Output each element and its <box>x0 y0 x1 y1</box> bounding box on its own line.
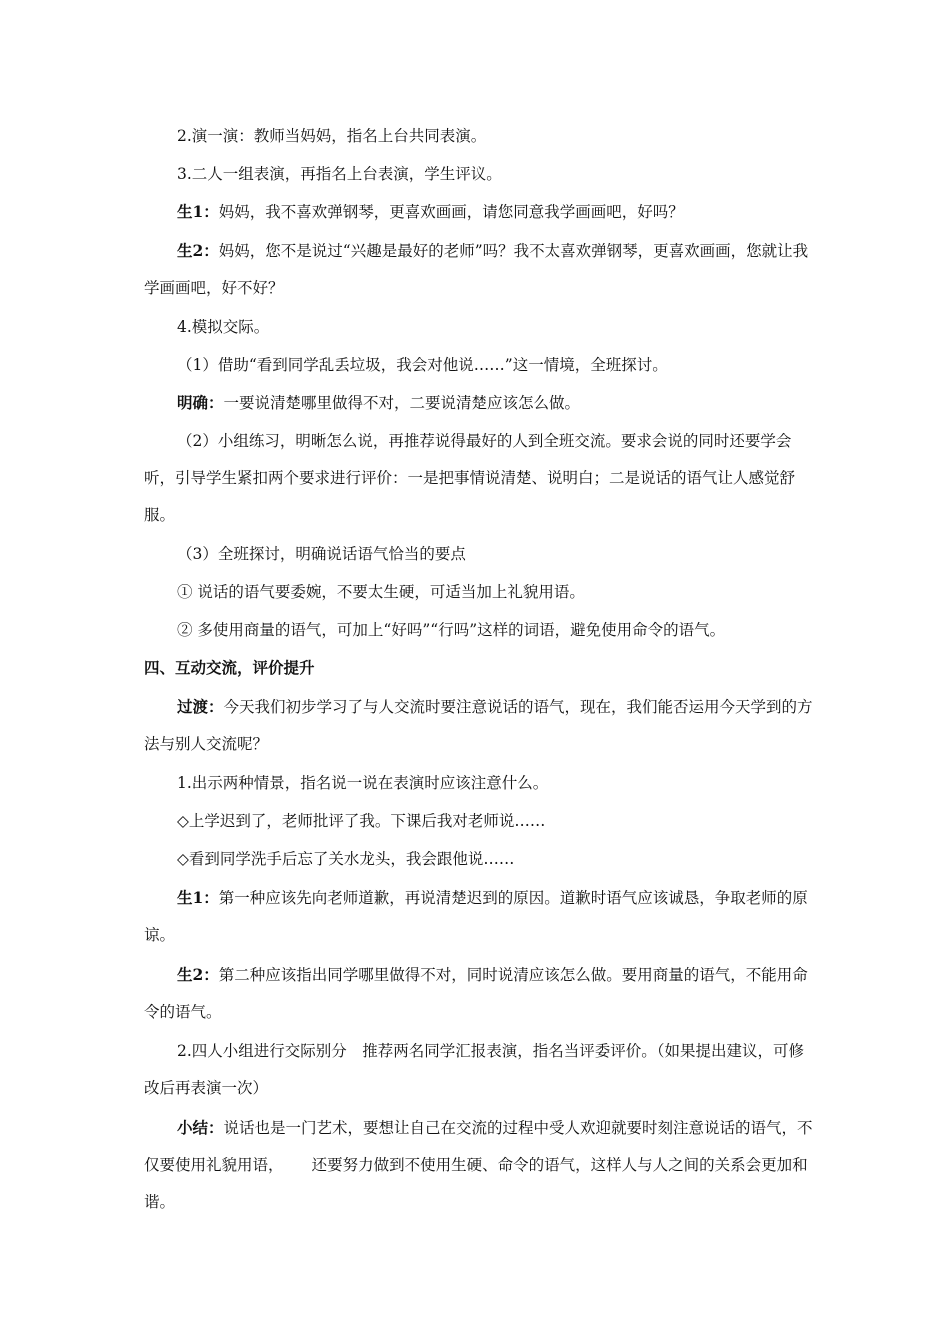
paragraph-text: 说话也是一门艺术，要想让自己在交流的过程中受人欢迎就要时刻注意说话的语气，不仅要使用礼貌用语， 还要努力做到不使用生硬、命令的语气，这样人与人之间的关系会更加和谐。 <box>144 1119 813 1211</box>
paragraph-scenario <box>144 354 814 376</box>
section-heading <box>144 657 814 679</box>
summary-label: 小结： <box>177 1118 224 1137</box>
point-1 <box>144 581 814 603</box>
transition-label: 过渡： <box>177 697 224 716</box>
scenario-2 <box>144 848 814 870</box>
paragraph-text: 今天我们初步学习了与人交流时要注意说话的语气，现在，我们能否运用今天学到的方法与别人交流呢？ <box>144 698 813 753</box>
paragraph-perform <box>144 125 814 147</box>
scenario-1 <box>144 810 814 832</box>
paragraph-text: 1.出示两种情景，指名说一说在表演时应该注意什么。 <box>177 774 549 792</box>
paragraph-text: 第二种应该指出同学哪里做得不对，同时说清应该怎么做。要用商量的语气，不能用命令的语气。 <box>144 966 808 1021</box>
paragraph-text: 妈妈，我不喜欢弹钢琴，更喜欢画画，请您同意我学画画吧，好吗？ <box>218 203 684 221</box>
student-1-line <box>144 201 814 223</box>
paragraph-group-evaluation <box>144 1033 814 1107</box>
paragraph-simulate <box>144 316 814 338</box>
document-body <box>144 125 814 1230</box>
paragraph-text: ① 说话的语气要委婉，不要太生硬，可适当加上礼貌用语。 <box>177 583 585 601</box>
paragraph-text: （2）小组练习，明晰怎么说，再推荐说得最好的人到全班交流。要求会说的同时还要学会听，引导学生紧扣两个要求进行评价：一是把事情说清楚、说明白；二是说话的语气让人感觉舒服。 <box>144 432 796 524</box>
paragraph-text: 3.二人一组表演，再指名上台表演，学生评议。 <box>177 165 502 183</box>
paragraph-text: ◇上学迟到了，老师批评了我。下课后我对老师说…… <box>177 812 546 830</box>
paragraph-text: ② 多使用商量的语气，可加上“好吗”“行吗”这样的词语，避免使用命令的语气。 <box>177 621 726 639</box>
speaker-label: 生2： <box>177 241 219 260</box>
paragraph-text: 妈妈，您不是说过“兴趣是最好的老师”吗？我不太喜欢弹钢琴，更喜欢画画，您就让我学画画吧，好不好？ <box>144 242 809 297</box>
clarify-line <box>144 392 814 414</box>
transition-line <box>144 688 814 763</box>
paragraph-text: 4.模拟交际。 <box>177 318 270 336</box>
student-2-answer <box>144 956 814 1031</box>
point-2 <box>144 619 814 641</box>
speaker-label: 生1： <box>177 202 219 221</box>
paragraph-scenarios <box>144 772 814 794</box>
paragraph-text: 第一种应该先向老师道歉，再说清楚迟到的原因。道歉时语气应该诚恳，争取老师的原谅。 <box>144 889 808 944</box>
student-2-line <box>144 232 814 307</box>
paragraph-text: （3）全班探讨，明确说话语气恰当的要点 <box>177 545 466 563</box>
heading-text: 四、互动交流，评价提升 <box>144 658 315 677</box>
student-1-answer <box>144 879 814 954</box>
speaker-label: 生1： <box>177 888 219 907</box>
paragraph-discussion <box>144 543 814 565</box>
summary-line <box>144 1109 814 1221</box>
paragraph-text: （1）借助“看到同学乱丢垃圾，我会对他说……”这一情境，全班探讨。 <box>177 356 668 374</box>
clarify-label: 明确： <box>177 393 224 412</box>
speaker-label: 生2： <box>177 965 219 984</box>
paragraph-text: ◇看到同学洗手后忘了关水龙头，我会跟他说…… <box>177 850 515 868</box>
paragraph-group-practice <box>144 423 814 534</box>
paragraph-group-perform <box>144 163 814 185</box>
paragraph-text: 一要说清楚哪里做得不对，二要说清楚应该怎么做。 <box>223 394 581 412</box>
paragraph-text: 2.演一演：教师当妈妈，指名上台共同表演。 <box>177 127 487 145</box>
paragraph-text: 2.四人小组进行交际别分 推荐两名同学汇报表演，指名当评委评价。（如果提出建议，可修改后再表演一次） <box>144 1042 805 1097</box>
